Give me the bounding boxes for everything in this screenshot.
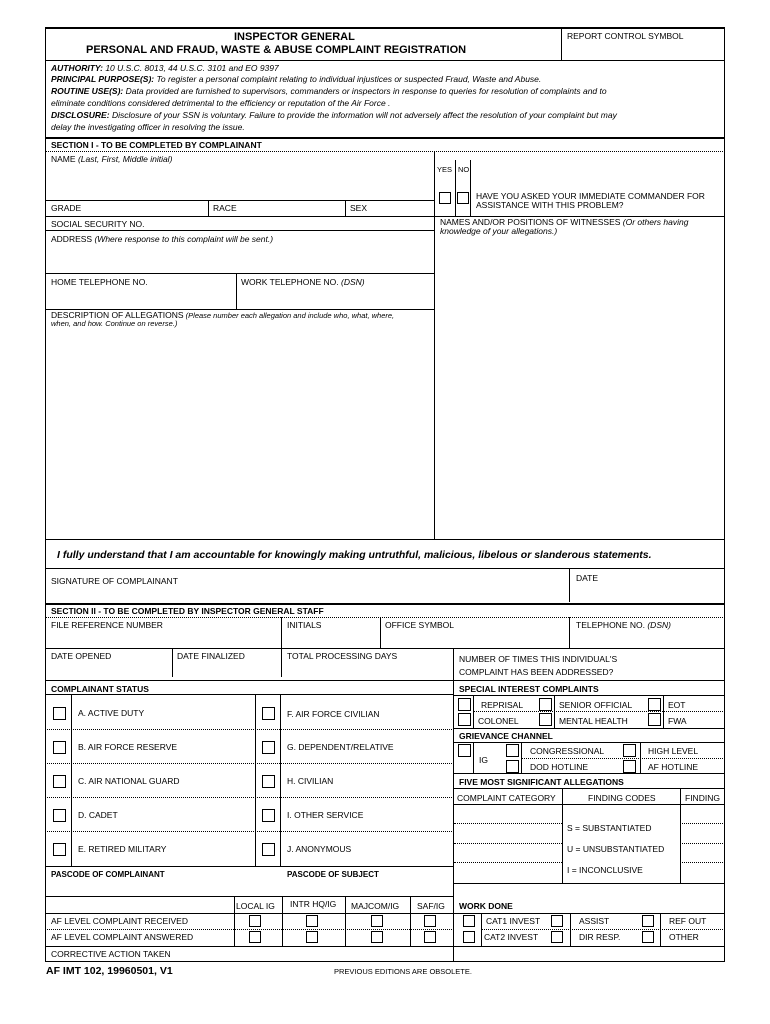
ssn-label: SOCIAL SECURITY NO. — [51, 219, 145, 229]
dir-resp-checkbox[interactable] — [551, 931, 563, 943]
unsubstantiated-label: U = UNSUBSTANTIATED — [567, 844, 665, 854]
times-addressed-label-2: COMPLAINT HAS BEEN ADDRESSED? — [459, 667, 614, 677]
section1-title: SECTION I - TO BE COMPLETED BY COMPLAINANT — [51, 140, 262, 150]
answered-local-checkbox[interactable] — [249, 931, 261, 943]
finding-codes-label: FINDING CODES — [588, 793, 656, 803]
description-field[interactable] — [46, 330, 434, 537]
cat2-label: CAT2 INVEST — [484, 932, 539, 942]
status-a-checkbox[interactable] — [53, 707, 66, 720]
fwa-label: FWA — [668, 716, 687, 726]
high-level-label: HIGH LEVEL — [648, 746, 699, 756]
signature-field[interactable] — [190, 570, 568, 601]
routine-use-line-2: eliminate conditions considered detrimental to the efficiency or reputation of the Air Force . — [51, 98, 391, 108]
majcom-label: MAJCOM/IG — [351, 901, 400, 911]
grievance-title: GRIEVANCE CHANNEL — [459, 731, 553, 741]
status-i-label: I. OTHER SERVICE — [287, 810, 364, 820]
answered-intr-checkbox[interactable] — [306, 931, 318, 943]
status-g-label: G. DEPENDENT/RELATIVE — [287, 742, 394, 752]
special-interest-title: SPECIAL INTEREST COMPLAINTS — [459, 684, 599, 694]
yes-label: YES — [437, 165, 453, 174]
report-control-symbol-field[interactable] — [562, 42, 723, 59]
local-ig-label: LOCAL IG — [236, 901, 275, 911]
address-label: ADDRESS (Where response to this complaint will be sent.) — [51, 234, 274, 244]
other-checkbox[interactable] — [642, 931, 654, 943]
witnesses-hint: knowledge of your allegations.) — [440, 226, 558, 236]
disclosure-line-2: delay the investigating officer in resolving the issue. — [51, 122, 245, 132]
status-d-label: D. CADET — [78, 810, 118, 820]
office-symbol-label: OFFICE SYMBOL — [385, 620, 454, 630]
cat2-checkbox[interactable] — [463, 931, 475, 943]
signature-label: SIGNATURE OF COMPLAINANT — [51, 576, 178, 586]
status-e-label: E. RETIRED MILITARY — [78, 844, 167, 854]
commander-question: HAVE YOU ASKED YOUR IMMEDIATE COMMANDER FOR — [476, 191, 705, 201]
corrective-action-label: CORRECTIVE ACTION TAKEN — [51, 949, 171, 959]
ig-label: IG — [479, 755, 488, 765]
cat1-label: CAT1 INVEST — [486, 916, 541, 926]
dod-hotline-checkbox[interactable] — [506, 760, 519, 773]
congressional-checkbox[interactable] — [506, 744, 519, 757]
intr-hq-label: INTR HQ/IG — [290, 899, 337, 909]
complainant-status-title: COMPLAINANT STATUS — [51, 684, 149, 694]
obsolete-notice: PREVIOUS EDITIONS ARE OBSOLETE. — [334, 967, 472, 976]
status-e-checkbox[interactable] — [53, 843, 66, 856]
file-reference-label: FILE REFERENCE NUMBER — [51, 620, 163, 630]
status-c-label: C. AIR NATIONAL GUARD — [78, 776, 180, 786]
received-saf-checkbox[interactable] — [424, 915, 436, 927]
received-intr-checkbox[interactable] — [306, 915, 318, 927]
date-label: DATE — [576, 573, 599, 583]
received-local-checkbox[interactable] — [249, 915, 261, 927]
received-label: AF LEVEL COMPLAINT RECEIVED — [51, 916, 188, 926]
answered-saf-checkbox[interactable] — [424, 931, 436, 943]
purpose-line: PRINCIPAL PURPOSE(S): To register a personal complaint relating to individual injustices or suspected Fraud, Waste and Abuse. — [51, 74, 542, 84]
accountability-statement: I fully understand that I am accountable for knowingly making untruthful, malicious, libelous or slanderous statements. — [57, 549, 652, 561]
mental-health-label: MENTAL HEALTH — [559, 716, 628, 726]
ref-out-checkbox[interactable] — [642, 915, 654, 927]
status-h-checkbox[interactable] — [262, 775, 275, 788]
reprisal-checkbox[interactable] — [458, 698, 471, 711]
cat1-checkbox[interactable] — [463, 915, 475, 927]
assist-checkbox[interactable] — [551, 915, 563, 927]
telephone-label: TELEPHONE NO. (DSN) — [576, 620, 671, 630]
af-hotline-checkbox[interactable] — [623, 760, 636, 773]
substantiated-label: S = SUBSTANTIATED — [567, 823, 652, 833]
grade-label: GRADE — [51, 203, 82, 213]
inconclusive-label: I = INCONCLUSIVE — [567, 865, 643, 875]
status-j-label: J. ANONYMOUS — [287, 844, 352, 854]
pascode-subject-label: PASCODE OF SUBJECT — [287, 870, 379, 879]
description-label: DESCRIPTION OF ALLEGATIONS (Please number each allegation and include who, what, where, — [51, 310, 395, 320]
colonel-label: COLONEL — [478, 716, 519, 726]
section2-title: SECTION II - TO BE COMPLETED BY INSPECTOR GENERAL STAFF — [51, 606, 324, 616]
work-done-title: WORK DONE — [459, 901, 513, 911]
congressional-label: CONGRESSIONAL — [530, 746, 605, 756]
description-hint: when, and how. Continue on reverse.) — [51, 319, 178, 328]
reprisal-label: REPRISAL — [481, 700, 524, 710]
mental-health-checkbox[interactable] — [539, 713, 552, 726]
high-level-checkbox[interactable] — [623, 744, 636, 757]
form-number: AF IMT 102, 19960501, V1 — [46, 965, 173, 977]
status-f-checkbox[interactable] — [262, 707, 275, 720]
received-majcom-checkbox[interactable] — [371, 915, 383, 927]
times-addressed-label: NUMBER OF TIMES THIS INDIVIDUAL'S — [459, 654, 618, 664]
finding-label: FINDING — [685, 793, 720, 803]
work-phone-label: WORK TELEPHONE NO. (DSN) — [241, 277, 365, 287]
status-b-label: B. AIR FORCE RESERVE — [78, 742, 178, 752]
senior-official-checkbox[interactable] — [539, 698, 552, 711]
status-a-label: A. ACTIVE DUTY — [78, 708, 145, 718]
senior-official-label: SENIOR OFFICIAL — [559, 700, 633, 710]
report-control-symbol-label: REPORT CONTROL SYMBOL — [567, 31, 684, 41]
commander-yes-checkbox[interactable] — [439, 192, 451, 204]
status-h-label: H. CIVILIAN — [287, 776, 334, 786]
answered-label: AF LEVEL COMPLAINT ANSWERED — [51, 932, 194, 942]
ref-out-label: REF OUT — [669, 916, 707, 926]
total-processing-days-label: TOTAL PROCESSING DAYS — [287, 651, 398, 661]
form-subtitle: PERSONAL AND FRAUD, WASTE & ABUSE COMPLAINT REGISTRATION — [86, 44, 467, 56]
eot-checkbox[interactable] — [648, 698, 661, 711]
other-label: OTHER — [669, 932, 699, 942]
complaint-category-label: COMPLAINT CATEGORY — [457, 793, 556, 803]
five-allegations-title: FIVE MOST SIGNIFICANT ALLEGATIONS — [459, 777, 624, 787]
commander-no-checkbox[interactable] — [457, 192, 469, 204]
no-label: NO — [458, 165, 470, 174]
status-f-label: F. AIR FORCE CIVILIAN — [287, 709, 380, 719]
date-finalized-label: DATE FINALIZED — [177, 651, 245, 661]
ig-checkbox[interactable] — [458, 744, 471, 757]
sex-label: SEX — [350, 203, 368, 213]
home-phone-label: HOME TELEPHONE NO. — [51, 277, 148, 287]
name-field[interactable] — [46, 166, 434, 200]
commander-question-2: ASSISTANCE WITH THIS PROBLEM? — [476, 200, 624, 210]
race-label: RACE — [213, 203, 237, 213]
initials-label: INITIALS — [287, 620, 322, 630]
dir-resp-label: DIR RESP. — [579, 932, 621, 942]
fwa-checkbox[interactable] — [648, 713, 661, 726]
status-j-checkbox[interactable] — [262, 843, 275, 856]
dod-hotline-label: DOD HOTLINE — [530, 762, 589, 772]
authority-line: AUTHORITY: 10 U.S.C. 8013, 44 U.S.C. 3101 and EO 9397 — [51, 63, 279, 73]
form-title: INSPECTOR GENERAL — [234, 31, 355, 43]
witnesses-label: NAMES AND/OR POSITIONS OF WITNESSES (Or others having — [440, 217, 689, 227]
witnesses-field[interactable] — [435, 237, 723, 537]
pascode-complainant-label: PASCODE OF COMPLAINANT — [51, 870, 165, 879]
address-field[interactable] — [46, 245, 434, 272]
colonel-checkbox[interactable] — [458, 713, 471, 726]
status-b-checkbox[interactable] — [53, 741, 66, 754]
routine-use-line: ROUTINE USE(S): Data provided are furnished to supervisors, commanders or inspectors in response to queries for resolution of complaints and to — [51, 86, 607, 96]
answered-majcom-checkbox[interactable] — [371, 931, 383, 943]
status-d-checkbox[interactable] — [53, 809, 66, 822]
date-opened-label: DATE OPENED — [51, 651, 112, 661]
status-i-checkbox[interactable] — [262, 809, 275, 822]
status-c-checkbox[interactable] — [53, 775, 66, 788]
assist-label: ASSIST — [579, 916, 610, 926]
saf-label: SAF/IG — [417, 901, 445, 911]
af-hotline-label: AF HOTLINE — [648, 762, 699, 772]
eot-label: EOT — [668, 700, 686, 710]
disclosure-line: DISCLOSURE: Disclosure of your SSN is voluntary. Failure to provide the information will not adversely affect the resolution of your complaint but may — [51, 110, 617, 120]
name-label: NAME (Last, First, Middle initial) — [51, 154, 173, 164]
status-g-checkbox[interactable] — [262, 741, 275, 754]
